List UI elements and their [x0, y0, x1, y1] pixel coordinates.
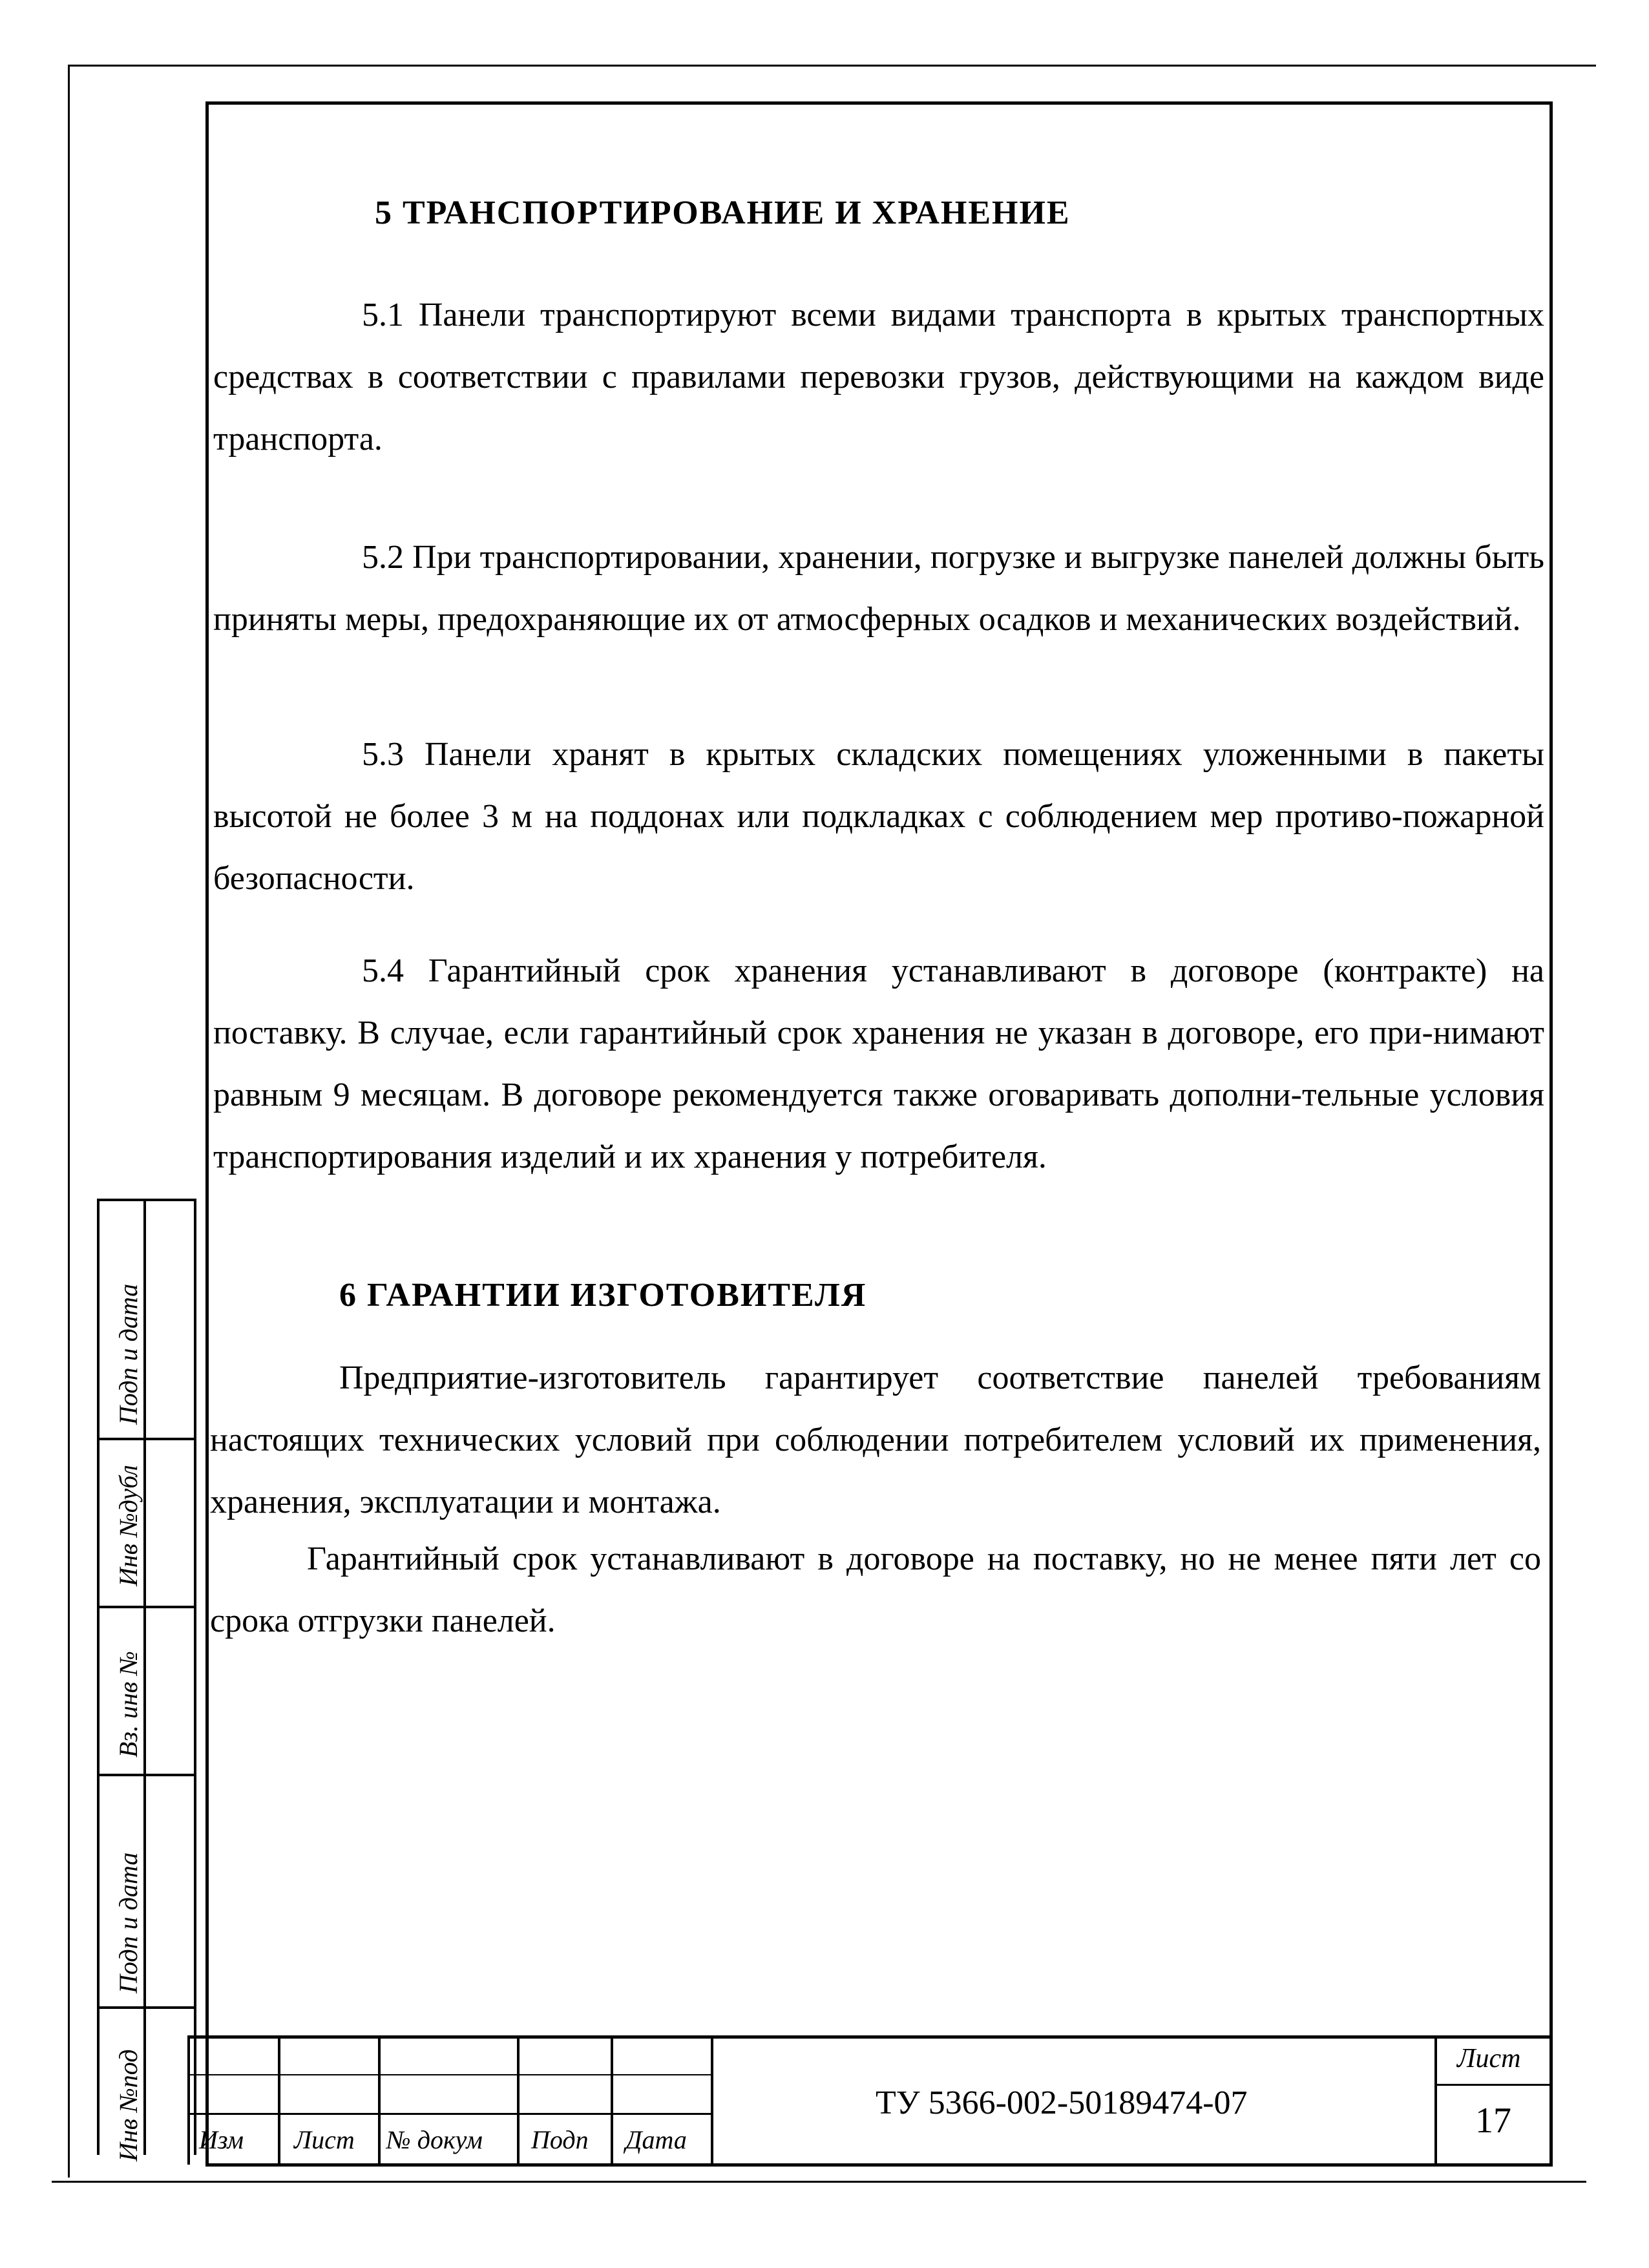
stamp-label-orig-inv: Инв №под	[114, 2049, 143, 2161]
paragraph-6-2-text: Гарантийный срок устанавливают в договоре на поставку, но не менее пяти лет со срока отгрузки панелей.	[210, 1540, 1541, 1639]
paragraph-6-1-text: Предприятие-изготовитель гарантирует соответствие панелей требованиям настоящих технических условий при соблюдении потребителем условий их применения, хранения, эксплуатации и монтажа.	[210, 1360, 1541, 1520]
title-block-col-sheet: Лист	[294, 2125, 355, 2154]
paragraph-5-4	[213, 940, 1544, 1188]
paragraph-6-2	[210, 1528, 1541, 1652]
paragraph-5-3-text: 5.3 Панели хранят в крытых складских помещениях уложенными в пакеты высотой не более 3 м на поддонах или подкладках с соблюдением мер противо-пожарной безопасности.	[213, 736, 1544, 897]
scan-border-top	[68, 65, 1596, 67]
paragraph-6-1	[210, 1347, 1541, 1533]
title-block-col-doc-num: № докум	[386, 2125, 483, 2154]
stamp-label-dup-inv: Инв №дубл	[114, 1465, 143, 1586]
document-code: ТУ 5366-002-50189474-07	[876, 2084, 1248, 2121]
title-block-col-sign: Подп	[531, 2125, 589, 2154]
title-block-col-date: Дата	[625, 2125, 687, 2154]
stamp-label-sign-date-1: Подп и дата	[114, 1283, 143, 1425]
scan-border-bottom	[52, 2181, 1586, 2183]
sheet-number: 17	[1475, 2101, 1511, 2141]
paragraph-5-2-text: 5.2 При транспортировании, хранении, погрузке и выгрузке панелей должны быть приняты меры, предохраняющие их от атмосферных осадков и механических воздействий.	[213, 539, 1544, 638]
paragraph-5-4-text: 5.4 Гарантийный срок хранения устанавливают в договоре (контракте) на поставку. В случае, если гарантийный срок хранения не указан в договоре, его при-нимают равным 9 месяцам. В договоре рекомендуется также оговаривать дополни-тельные условия транспортирования изделий и их хранения у потребителя.	[213, 952, 1544, 1175]
title-block-col-change: Изм	[199, 2125, 244, 2154]
section-6-heading: 6 ГАРАНТИИ ИЗГОТОВИТЕЛЯ	[339, 1277, 867, 1314]
paragraph-5-2	[213, 527, 1544, 651]
sheet-label: Лист	[1457, 2044, 1521, 2074]
paragraph-5-1	[213, 284, 1544, 470]
paragraph-5-1-text: 5.1 Панели транспортируют всеми видами транспорта в крытых транспортных средствах в соответствии с правилами перевозки грузов, действующими на каждом виде транспорта.	[213, 297, 1544, 457]
section-5-heading: 5 ТРАНСПОРТИРОВАНИЕ И ХРАНЕНИЕ	[375, 194, 1071, 231]
scan-border-left	[68, 65, 70, 2178]
stamp-label-sign-date-2: Подп и дата	[114, 1852, 143, 1993]
paragraph-5-3	[213, 724, 1544, 910]
stamp-label-instead-inv: Вз. инв №	[114, 1651, 143, 1758]
